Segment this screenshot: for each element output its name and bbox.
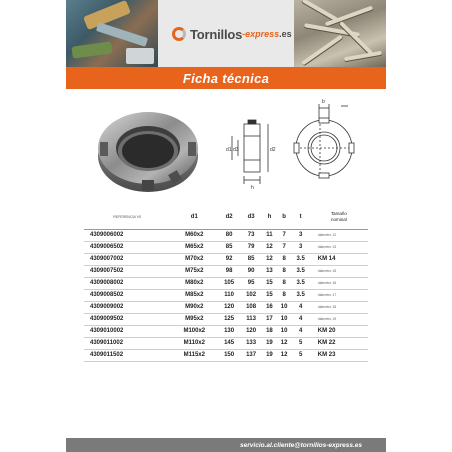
cell-d1: M80x2	[170, 277, 218, 289]
col-tamano-line1: Tamaño	[330, 210, 347, 216]
cell-tam: diâmetro 13	[310, 241, 368, 253]
cell-d2: 120	[218, 301, 240, 313]
cell-tam: diâmetro 16	[310, 277, 368, 289]
cell-t: 4	[291, 313, 309, 325]
cell-d3: 90	[240, 265, 262, 277]
cell-d2: 145	[218, 337, 240, 349]
logo-main-text: Tornillos	[190, 26, 243, 42]
cell-t: 4	[291, 325, 309, 337]
label-h: h	[251, 185, 254, 191]
cell-h: 16	[262, 301, 277, 313]
cell-d2: 85	[218, 241, 240, 253]
cell-d1: M110x2	[170, 337, 218, 349]
cell-d3: 133	[240, 337, 262, 349]
cell-d3: 113	[240, 313, 262, 325]
brand-logo	[172, 24, 292, 44]
cell-d1: M90x2	[170, 301, 218, 313]
table-row	[84, 265, 368, 277]
table-row	[84, 253, 368, 265]
table-row	[84, 313, 368, 325]
table-row	[84, 337, 368, 349]
logo-domain-text: .es	[279, 29, 292, 39]
cell-h: 12	[262, 253, 277, 265]
cell-d2: 110	[218, 289, 240, 301]
cell-d1: M115x2	[170, 349, 218, 361]
cell-tam: diâmetro 12	[310, 229, 368, 241]
cell-h: 19	[262, 337, 277, 349]
table-row	[84, 349, 368, 361]
cell-ref: 4309009502	[84, 313, 170, 325]
cell-b: 8	[277, 277, 292, 289]
cell-d2: 130	[218, 325, 240, 337]
col-ref: REFERENCIA VS	[84, 205, 170, 229]
cell-tam: KM 20	[310, 325, 368, 337]
col-d3: d3	[240, 205, 262, 229]
cell-ref: 4309008002	[84, 277, 170, 289]
technical-sheet-page	[66, 0, 386, 452]
cell-d3: 79	[240, 241, 262, 253]
title-bar	[66, 67, 386, 89]
cell-t: 3	[291, 229, 309, 241]
cell-d3: 137	[240, 349, 262, 361]
col-t: t	[291, 205, 309, 229]
cell-t: 3.5	[291, 289, 309, 301]
table-row	[84, 277, 368, 289]
table-row	[84, 229, 368, 241]
label-d3: d3	[233, 147, 239, 153]
logo-accent-text: -express	[242, 29, 280, 39]
cell-tam: diâmetro 18	[310, 301, 368, 313]
table-header-row	[84, 205, 368, 229]
cell-ref: 4309008502	[84, 289, 170, 301]
cell-d2: 92	[218, 253, 240, 265]
cell-h: 19	[262, 349, 277, 361]
cell-ref: 4309011502	[84, 349, 170, 361]
cell-d2: 80	[218, 229, 240, 241]
screws-photo	[294, 0, 386, 67]
header-banner	[66, 0, 386, 67]
cell-tam: KM 22	[310, 337, 368, 349]
page-title: Ficha técnica	[182, 70, 270, 86]
cell-t: 5	[291, 337, 309, 349]
cell-b: 10	[277, 325, 292, 337]
cell-d3: 108	[240, 301, 262, 313]
spec-table	[84, 205, 368, 362]
label-d2: d2	[270, 147, 276, 153]
cell-b: 10	[277, 301, 292, 313]
col-d1: d1	[170, 205, 218, 229]
footer-bar	[66, 438, 386, 452]
table-row	[84, 289, 368, 301]
col-tamano-line2: nominal	[331, 216, 347, 222]
cell-t: 4	[291, 301, 309, 313]
col-tamano	[310, 205, 368, 229]
col-b: b	[277, 205, 292, 229]
cell-ref: 4309010002	[84, 325, 170, 337]
cell-h: 15	[262, 289, 277, 301]
table-row	[84, 241, 368, 253]
cell-d2: 125	[218, 313, 240, 325]
cell-b: 8	[277, 265, 292, 277]
label-d1: d1	[226, 147, 232, 153]
cell-t: 5	[291, 349, 309, 361]
cell-d2: 105	[218, 277, 240, 289]
cell-t: 3.5	[291, 277, 309, 289]
table-row	[84, 301, 368, 313]
cell-d1: M70x2	[170, 253, 218, 265]
cell-d1: M75x2	[170, 265, 218, 277]
cell-ref: 4309006502	[84, 241, 170, 253]
cell-b: 7	[277, 229, 292, 241]
cell-d3: 120	[240, 325, 262, 337]
cell-t: 3.5	[291, 253, 309, 265]
cell-tam: KM 23	[310, 349, 368, 361]
col-d2: d2	[218, 205, 240, 229]
cell-d1: M60x2	[170, 229, 218, 241]
cell-b: 10	[277, 313, 292, 325]
cell-d3: 95	[240, 277, 262, 289]
cell-h: 18	[262, 325, 277, 337]
table-row	[84, 325, 368, 337]
cell-tam: diâmetro 19	[310, 313, 368, 325]
tools-photo	[66, 0, 158, 67]
cell-d1: M95x2	[170, 313, 218, 325]
cell-ref: 4309006002	[84, 229, 170, 241]
lock-nut-image	[94, 104, 202, 196]
cell-d2: 150	[218, 349, 240, 361]
cell-tam: KM 14	[310, 253, 368, 265]
cell-t: 3	[291, 241, 309, 253]
cell-d3: 85	[240, 253, 262, 265]
cell-d3: 102	[240, 289, 262, 301]
cell-d2: 98	[218, 265, 240, 277]
cell-ref: 4309009002	[84, 301, 170, 313]
cell-b: 12	[277, 337, 292, 349]
cell-tam: diâmetro 15	[310, 265, 368, 277]
footer-email[interactable]: servicio.al.cliente@tornillos-express.es	[240, 441, 362, 449]
cell-d1: M65x2	[170, 241, 218, 253]
label-b: b	[322, 99, 325, 105]
cell-t: 3.5	[291, 265, 309, 277]
cell-tam: diâmetro 17	[310, 289, 368, 301]
cell-ref: 4309011002	[84, 337, 170, 349]
cell-b: 7	[277, 241, 292, 253]
cell-ref: 4309007002	[84, 253, 170, 265]
col-h: h	[262, 205, 277, 229]
cell-h: 15	[262, 277, 277, 289]
cell-h: 13	[262, 265, 277, 277]
cell-b: 8	[277, 289, 292, 301]
logo-mark-icon	[172, 27, 186, 41]
cell-d1: M85x2	[170, 289, 218, 301]
cell-h: 17	[262, 313, 277, 325]
cell-ref: 4309007502	[84, 265, 170, 277]
cell-h: 11	[262, 229, 277, 241]
cell-h: 12	[262, 241, 277, 253]
cell-d3: 73	[240, 229, 262, 241]
cell-d1: M100x2	[170, 325, 218, 337]
cell-b: 12	[277, 349, 292, 361]
cell-b: 8	[277, 253, 292, 265]
technical-drawing	[218, 96, 368, 192]
